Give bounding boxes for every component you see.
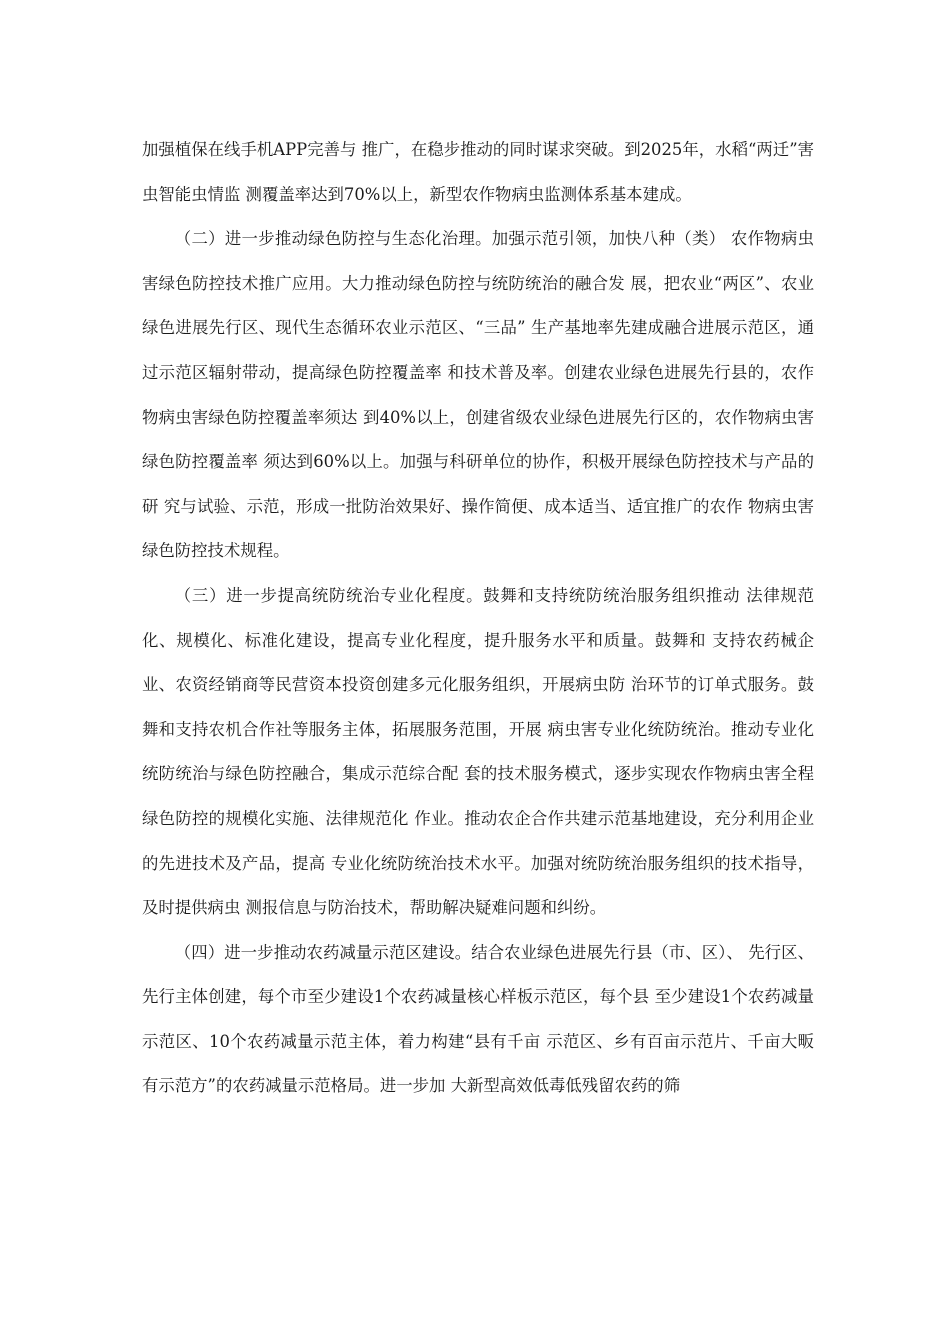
paragraph-green-control: （二）进一步推动绿色防控与生态化治理。加强示范引领，加快八种（类） 农作物病虫害绿色防控技术推广应用。大力推动绿色防控与统防统治的融合发 展，把农业“两区”、农业绿色进展先行区、现代生态循环农业示范区、“三品” 生产基地率先建成融合进展示范区，通过示范区辐射带动，提高绿色防控覆盖率 和技术普及率。创建农业绿色进展先行县的，农作物病虫害绿色防控覆盖率须达 到40%以上，创建省级农业绿色进展先行区的，农作物病虫害绿色防控覆盖率 须达到60%以上。加强与科研单位的协作，积极开展绿色防控技术与产品的研 究与试验、示范，形成一批防治效果好、操作简便、成本适当、适宜推广的农作 物病虫害绿色防控技术规程。: [142, 229, 814, 561]
document-body: [142, 128, 814, 1109]
paragraph-monitoring-continued: 加强植保在线手机APP完善与 推广，在稳步推动的同时谋求突破。到2025年，水稻“两迁”害虫智能虫情监 测覆盖率达到70%以上，新型农作物病虫监测体系基本建成。: [142, 140, 814, 204]
paragraph-pesticide-reduction: （四）进一步推动农药减量示范区建设。结合农业绿色进展先行县（市、区）、 先行区、先行主体创建，每个市至少建设1个农药减量核心样板示范区，每个县 至少建设1个农药减量示范区、10个农药减量示范主体，着力构建“县有千亩 示范区、乡有百亩示范片、千亩大畈有示范方”的农药减量示范格局。进一步加 大新型高效低毒低残留农药的筛: [142, 942, 814, 1096]
paragraph-unified-control: （三）进一步提高统防统治专业化程度。鼓舞和支持统防统治服务组织推动 法律规范化、规模化、标准化建设，提高专业化程度，提升服务水平和质量。鼓舞和 支持农药械企业、农资经销商等民营资本投资创建多元化服务组织，开展病虫防 治环节的订单式服务。鼓舞和支持农机合作社等服务主体，拓展服务范围，开展 病虫害专业化统防统治。推动专业化统防统治与绿色防控融合，集成示范综合配 套的技术服务模式，逐步实现农作物病虫害全程绿色防控的规模化实施、法律规范化 作业。推动农企合作共建示范基地建设，充分利用企业的先进技术及产品，提高 专业化统防统治技术水平。加强对统防统治服务组织的技术指导，及时提供病虫 测报信息与防治技术，帮助解决疑难问题和纠纷。: [142, 585, 814, 918]
